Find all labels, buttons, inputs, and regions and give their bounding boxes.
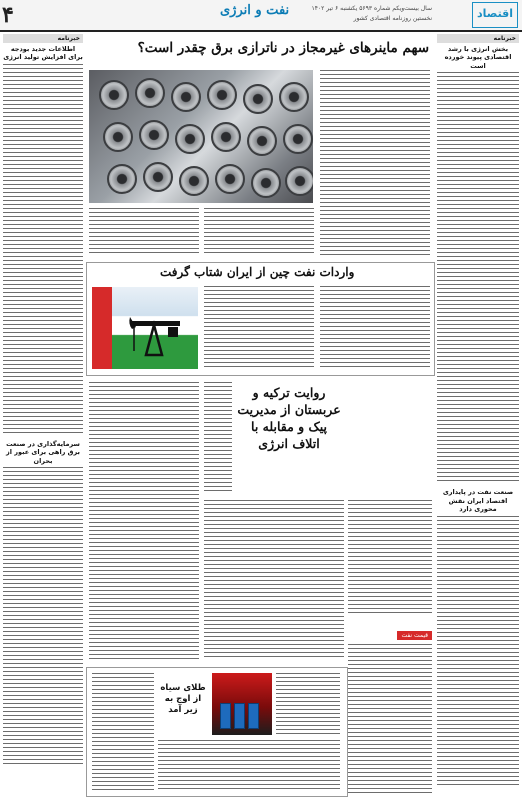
- tagline: نخستین روزنامه اقتصادی کشور: [353, 15, 432, 22]
- main-article-body-bl: [89, 208, 199, 256]
- left-column: [3, 34, 83, 767]
- china-imports-headline: واردات نفت چین از ایران شتاب گرفت: [160, 265, 355, 279]
- right-headline-1: بخش انرژی با رشد اقتصادی پیوند خورده است: [444, 45, 512, 70]
- section3-article-col3: [348, 500, 432, 615]
- main-headline: سهم ماینرهای غیرمجاز در ناترازی برق چقدر است؟: [137, 40, 429, 56]
- column-label: خبرنامه: [3, 34, 83, 43]
- oil-price-tag: قیمت نفت: [397, 631, 432, 640]
- main-article-body-right: [320, 70, 430, 256]
- newspaper-logo: اقتصاد: [472, 2, 518, 28]
- left-article-body-1: [3, 64, 83, 434]
- left-headline-2: سرمایه‌گذاری در صنعت برق راهی برای عبور از بحران: [6, 439, 80, 465]
- right-article-body-2: [437, 516, 519, 786]
- page-number: ۴: [2, 2, 14, 28]
- column-label: خبرنامه: [437, 34, 519, 43]
- masthead: [0, 0, 522, 30]
- main-article-body-br: [204, 208, 314, 256]
- section3-article-col2a: [204, 382, 232, 492]
- right-headline-2: صنعت نفت در پایداری اقتصاد ایران نقش محوری دارد: [442, 488, 514, 514]
- oil-price-body-left: [92, 673, 154, 791]
- issue-info: سال بیست‌ویکم شماره ۵۶۹۳ یکشنبه ۶ تیر ۱۴۰۲: [311, 5, 432, 12]
- oil-price-body: [348, 644, 432, 794]
- turkey-saudi-headline: روایت ترکیه و عربستان از مدیریت پیک و مقابله با اتلاف انرژی: [237, 385, 341, 451]
- oil-price-body-right: [276, 673, 340, 735]
- china-article-body-right: [320, 286, 430, 368]
- right-article-body-1: [437, 72, 519, 482]
- oil-price-body-bottom: [158, 740, 340, 790]
- oil-barrels-image: [212, 673, 272, 735]
- china-article-body-left: [204, 286, 314, 368]
- section3-article-col1: [89, 382, 199, 660]
- oil-price-headline: طلای سیاه از اوج به زیر آمد: [160, 683, 206, 716]
- section-title: نفت و انرژی: [220, 3, 290, 18]
- section3-article-col2: [204, 500, 344, 660]
- mining-rigs-photo: [89, 70, 313, 203]
- oil-price-sidebar: [348, 622, 432, 794]
- left-headline-1: اطلاعات جدید بودجه برای افزایش تولید انرژی: [3, 45, 83, 62]
- right-column: [437, 34, 519, 786]
- masthead-divider: [0, 30, 522, 32]
- left-article-body-2: [3, 467, 83, 767]
- oil-pump-iran-flag-image: [92, 287, 198, 369]
